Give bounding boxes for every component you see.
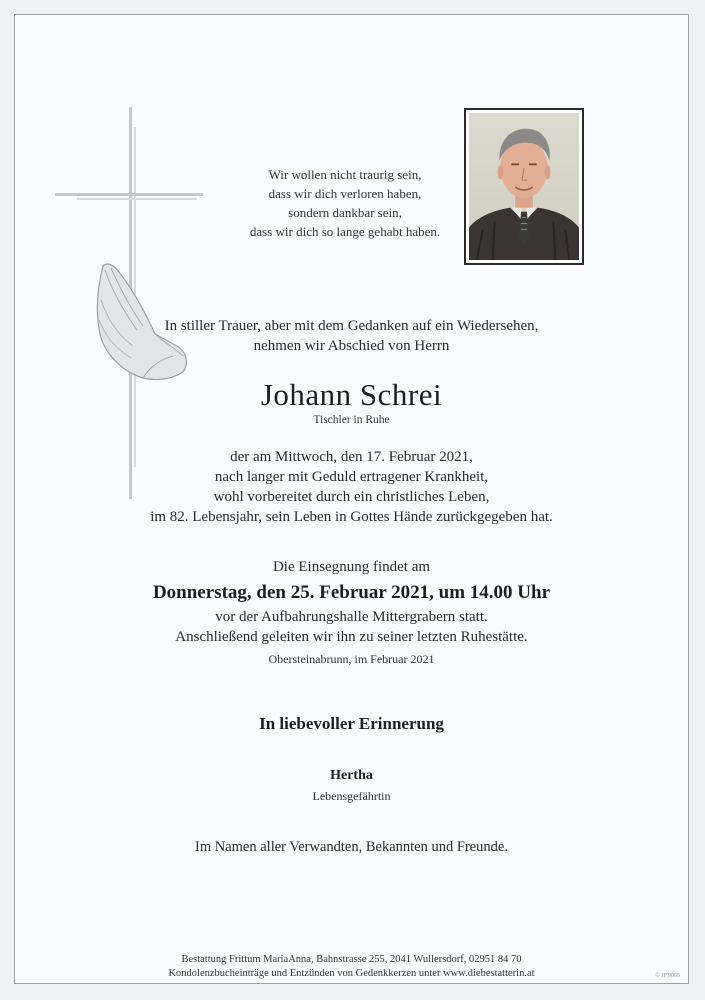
memory-heading: In liebevoller Erinnerung (259, 714, 444, 733)
ceremony-place-line: Anschließend geleiten wir ihn zu seiner letzten Ruhestätte. (175, 629, 528, 645)
death-line: der am Mittwoch, den 17. Februar 2021, (230, 449, 473, 465)
ceremony-date: Donnerstag, den 25. Februar 2021, um 14.00 Uhr (152, 582, 551, 603)
quote-line: dass wir dich so lange gehabt haben. (249, 224, 441, 239)
death-line: nach langer mit Geduld ertragener Krankheit, (214, 469, 489, 485)
footer-line: Bestattung Frittum MariaAnna, Bahnstrasse 255, 2041 Wullersdorf, 02951 84 70 (181, 954, 522, 965)
quote-line: sondern dankbar sein, (288, 205, 402, 220)
closing-text: Im Namen aller Verwandten, Bekannten und Freunde. (195, 839, 508, 855)
death-line: wohl vorbereitet durch ein christliches Leben, (213, 489, 490, 505)
quote-line: Wir wollen nicht traurig sein, (268, 167, 422, 182)
mourner-name: Hertha (330, 768, 373, 783)
obituary-card (14, 14, 689, 984)
deceased-name: Johann Schrei (260, 377, 443, 412)
place-dateline: Obersteinabrunn, im Februar 2021 (268, 652, 435, 666)
portrait-photo (464, 108, 584, 265)
quote-line: dass wir dich verloren haben, (268, 186, 422, 201)
ceremony-place-line: vor der Aufbahrungshalle Mittergrabern statt. (215, 609, 488, 625)
intro-line: In stiller Trauer, aber mit dem Gedanken auf ein Wiedersehen, (164, 318, 539, 334)
mourner-relation: Lebensgefährtin (312, 789, 391, 803)
death-notice (15, 447, 688, 527)
ceremony-place (15, 607, 688, 647)
portrait-image (469, 113, 579, 260)
print-code: © IP 9065 (655, 973, 680, 979)
deceased-occupation: Tischler in Ruhe (313, 414, 390, 426)
death-line: im 82. Lebensjahr, sein Leben in Gottes Hände zurückgegeben hat. (150, 509, 553, 525)
intro-line: nehmen wir Abschied von Herrn (253, 338, 450, 354)
ceremony-intro: Die Einsegnung findet am (272, 559, 431, 575)
intro-text (15, 316, 688, 356)
funeral-home-footer (15, 953, 688, 981)
footer-line: Kondolenzbucheinträge und Entzünden von Gedenkkerzen unter www.diebestatterin.at (168, 968, 535, 979)
